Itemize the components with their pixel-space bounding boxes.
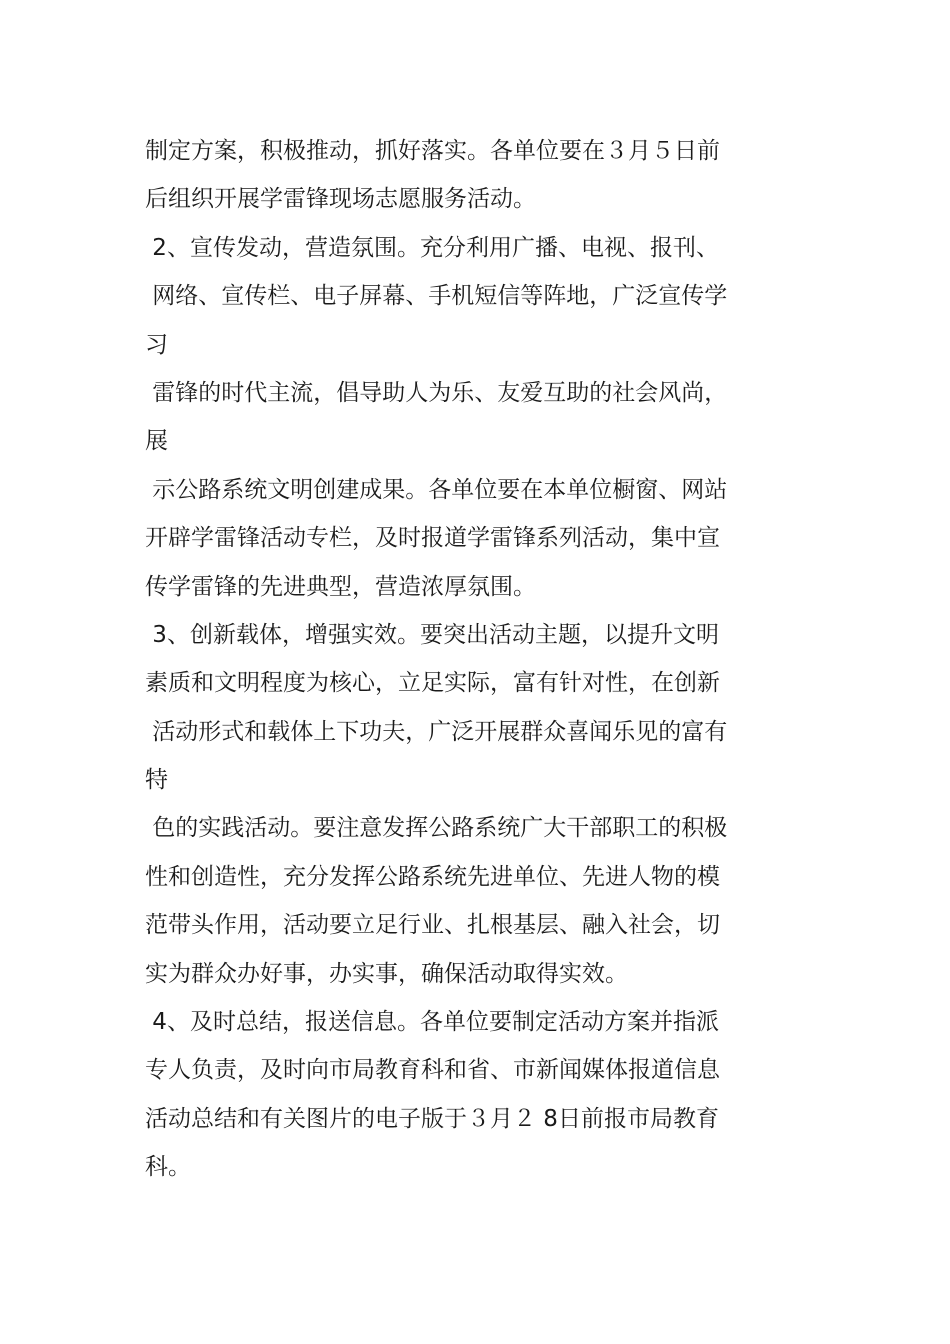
text-line: 习 (145, 331, 168, 358)
text-line: 后组织开展学雷锋现场志愿服务活动。 (145, 186, 536, 213)
text-line: 色的实践活动。要注意发挥公路系统广大干部职工的积极 (145, 815, 728, 842)
text-line: 开辟学雷锋活动专栏，及时报道学雷锋系列活动，集中宣 (145, 525, 720, 552)
text-line: 专人负责，及时向市局教育科和省、市新闻媒体报道信息 (145, 1057, 720, 1084)
text-line: 特 (145, 767, 168, 794)
body-text (145, 127, 815, 1192)
text-line: 传学雷锋的先进典型，营造浓厚氛围。 (145, 573, 536, 600)
text-line: 活动形式和载体上下功夫，广泛开展群众喜闻乐见的富有 (145, 718, 728, 745)
text-line: 范带头作用，活动要立足行业、扎根基层、融入社会，切 (145, 912, 720, 939)
text-line: 3、创新载体，增强实效。要突出活动主题，以提升文明 (145, 621, 719, 648)
text-line: 网络、宣传栏、电子屏幕、手机短信等阵地，广泛宣传学 (145, 283, 728, 310)
text-line: 展 (145, 428, 168, 455)
text-line: 4、及时总结，报送信息。各单位要制定活动方案并指派 (145, 1009, 719, 1036)
text-line: 制定方案，积极推动，抓好落实。各单位要在３月５日前 (145, 138, 720, 164)
text-line: 科。 (145, 1154, 191, 1181)
text-line: 2、宣传发动，营造氛围。充分利用广播、电视、报刊、 (145, 234, 719, 261)
text-line: 示公路系统文明创建成果。各单位要在本单位橱窗、网站 (145, 476, 728, 503)
text-line: 实为群众办好事，办实事，确保活动取得实效。 (145, 960, 628, 987)
text-line: 素质和文明程度为核心，立足实际，富有针对性，在创新 (145, 670, 720, 697)
text-line: 雷锋的时代主流，倡导助人为乐、友爱互助的社会风尚， (145, 379, 728, 406)
text-line: 性和创造性，充分发挥公路系统先进单位、先进人物的模 (145, 863, 720, 890)
text-line: 活动总结和有关图片的电子版于３月２ 8日前报市局教育 (145, 1105, 719, 1132)
